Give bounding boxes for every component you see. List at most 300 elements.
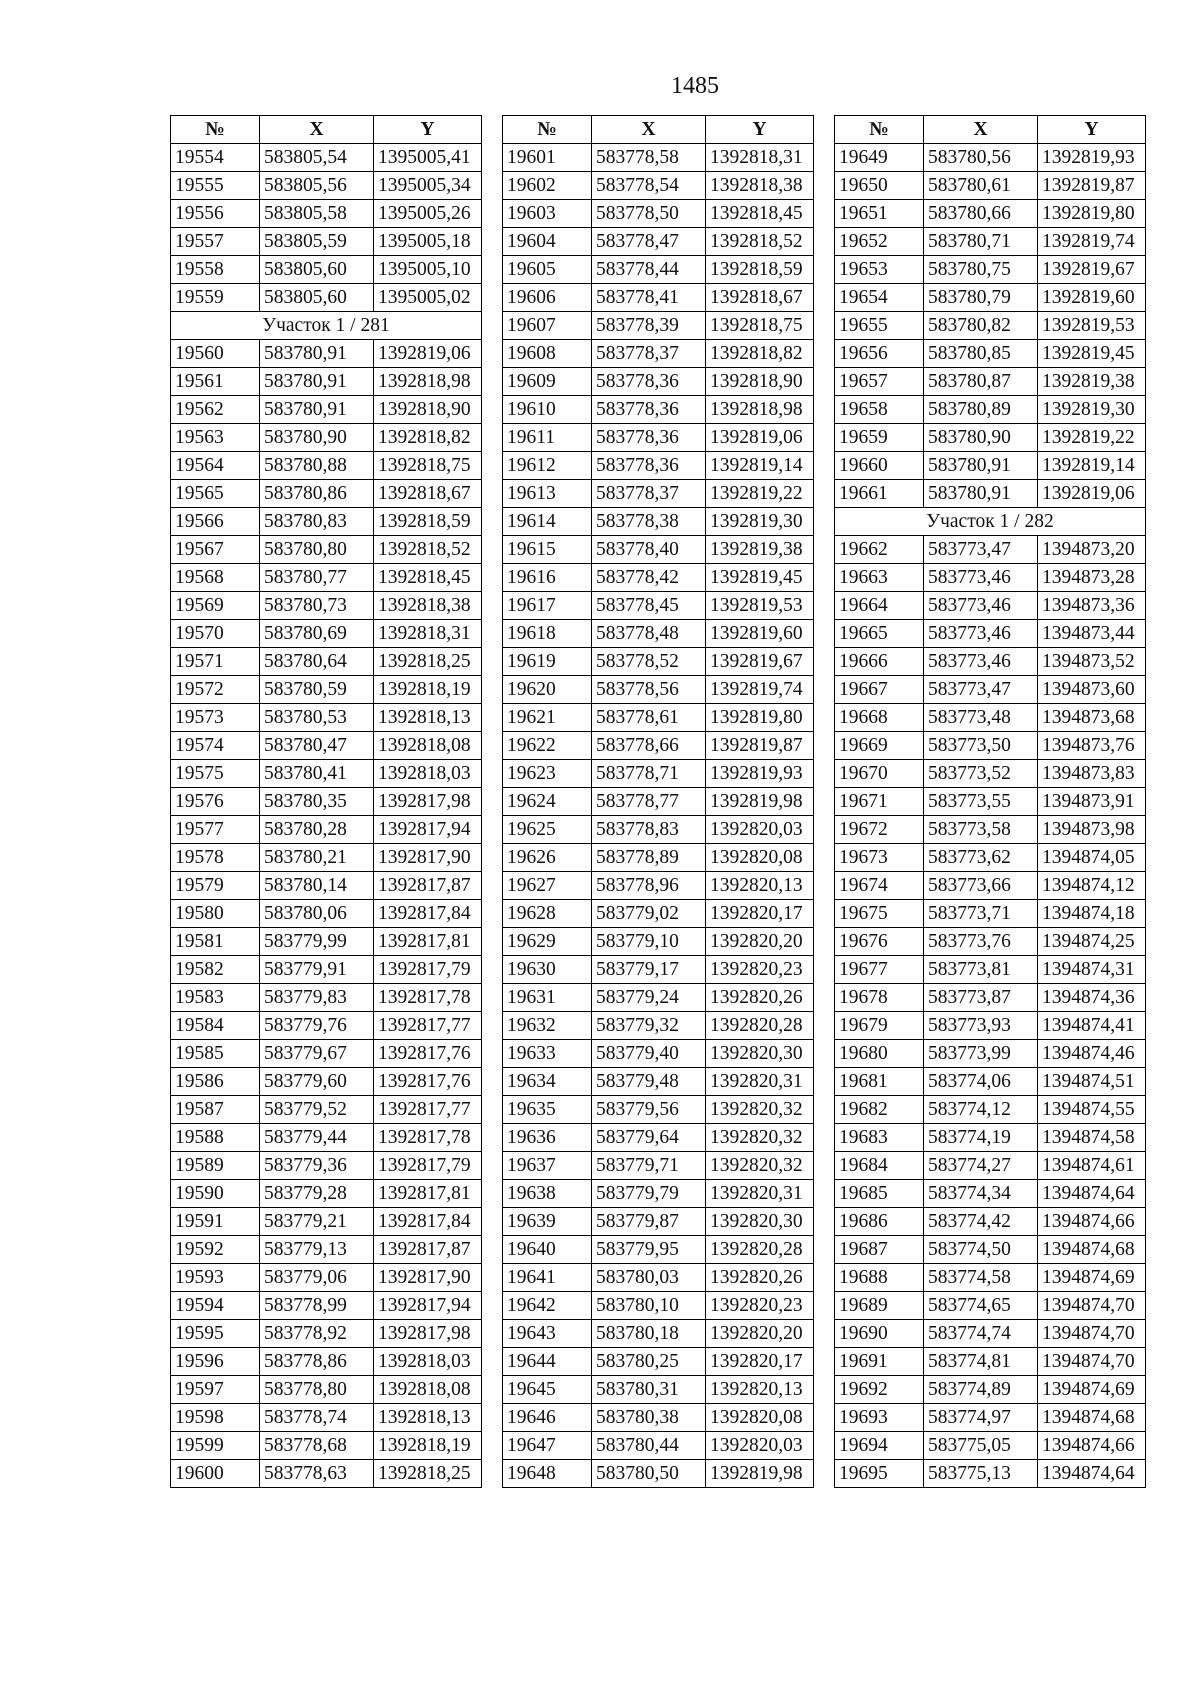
point-number-cell: 19566 — [171, 508, 260, 536]
table-row — [503, 480, 814, 508]
table-row — [835, 1208, 1146, 1236]
table-row — [171, 256, 482, 284]
y-coordinate-cell: 1394873,91 — [1038, 788, 1146, 816]
point-number-cell: 19586 — [171, 1068, 260, 1096]
x-coordinate-cell: 583778,54 — [592, 172, 706, 200]
table-row — [835, 144, 1146, 172]
y-coordinate-cell: 1394873,52 — [1038, 648, 1146, 676]
point-number-cell: 19592 — [171, 1236, 260, 1264]
y-coordinate-cell: 1392819,60 — [1038, 284, 1146, 312]
x-coordinate-cell: 583778,41 — [592, 284, 706, 312]
table-row — [503, 312, 814, 340]
y-coordinate-cell: 1392819,80 — [1038, 200, 1146, 228]
y-coordinate-cell: 1392817,98 — [374, 1320, 482, 1348]
point-number-cell: 19559 — [171, 284, 260, 312]
y-coordinate-cell: 1392819,53 — [706, 592, 814, 620]
x-coordinate-cell: 583774,74 — [924, 1320, 1038, 1348]
y-coordinate-cell: 1392819,14 — [706, 452, 814, 480]
y-coordinate-cell: 1392818,82 — [706, 340, 814, 368]
x-coordinate-cell: 583779,10 — [592, 928, 706, 956]
x-coordinate-cell: 583780,90 — [260, 424, 374, 452]
y-coordinate-cell: 1392818,90 — [374, 396, 482, 424]
point-number-cell: 19635 — [503, 1096, 592, 1124]
table-row — [503, 284, 814, 312]
table-row — [835, 1068, 1146, 1096]
y-coordinate-cell: 1392817,98 — [374, 788, 482, 816]
point-number-cell: 19563 — [171, 424, 260, 452]
y-coordinate-cell: 1395005,34 — [374, 172, 482, 200]
y-coordinate-cell: 1392817,78 — [374, 984, 482, 1012]
point-number-cell: 19595 — [171, 1320, 260, 1348]
table-row — [503, 1348, 814, 1376]
point-number-cell: 19564 — [171, 452, 260, 480]
y-coordinate-cell: 1394874,66 — [1038, 1208, 1146, 1236]
x-coordinate-cell: 583774,81 — [924, 1348, 1038, 1376]
table-row — [171, 1264, 482, 1292]
point-number-cell: 19675 — [835, 900, 924, 928]
x-coordinate-cell: 583780,03 — [592, 1264, 706, 1292]
x-coordinate-cell: 583778,48 — [592, 620, 706, 648]
header-number: № — [835, 116, 924, 144]
point-number-cell: 19665 — [835, 620, 924, 648]
table-row — [503, 1460, 814, 1488]
y-coordinate-cell: 1394874,69 — [1038, 1376, 1146, 1404]
y-coordinate-cell: 1392819,30 — [706, 508, 814, 536]
table-row — [171, 1376, 482, 1404]
y-coordinate-cell: 1392819,74 — [1038, 228, 1146, 256]
y-coordinate-cell: 1394873,98 — [1038, 816, 1146, 844]
y-coordinate-cell: 1392818,67 — [374, 480, 482, 508]
y-coordinate-cell: 1394873,68 — [1038, 704, 1146, 732]
table-row — [835, 424, 1146, 452]
table-row — [171, 200, 482, 228]
x-coordinate-cell: 583779,99 — [260, 928, 374, 956]
y-coordinate-cell: 1392819,45 — [706, 564, 814, 592]
point-number-cell: 19554 — [171, 144, 260, 172]
x-coordinate-cell: 583780,77 — [260, 564, 374, 592]
table-row — [835, 1404, 1146, 1432]
point-number-cell: 19691 — [835, 1348, 924, 1376]
point-number-cell: 19609 — [503, 368, 592, 396]
x-coordinate-cell: 583778,45 — [592, 592, 706, 620]
point-number-cell: 19688 — [835, 1264, 924, 1292]
point-number-cell: 19638 — [503, 1180, 592, 1208]
point-number-cell: 19615 — [503, 536, 592, 564]
y-coordinate-cell: 1394873,36 — [1038, 592, 1146, 620]
table-row — [835, 760, 1146, 788]
x-coordinate-cell: 583778,36 — [592, 452, 706, 480]
point-number-cell: 19557 — [171, 228, 260, 256]
x-coordinate-cell: 583780,79 — [924, 284, 1038, 312]
y-coordinate-cell: 1392818,31 — [374, 620, 482, 648]
table-row — [835, 564, 1146, 592]
point-number-cell: 19679 — [835, 1012, 924, 1040]
table-row — [835, 844, 1146, 872]
y-coordinate-cell: 1392819,53 — [1038, 312, 1146, 340]
table-row — [503, 928, 814, 956]
y-coordinate-cell: 1394874,70 — [1038, 1348, 1146, 1376]
x-coordinate-cell: 583780,47 — [260, 732, 374, 760]
table-row — [835, 676, 1146, 704]
table-row — [503, 1236, 814, 1264]
table-row — [171, 648, 482, 676]
y-coordinate-cell: 1392818,67 — [706, 284, 814, 312]
table-row — [835, 900, 1146, 928]
x-coordinate-cell: 583779,79 — [592, 1180, 706, 1208]
point-number-cell: 19649 — [835, 144, 924, 172]
table-row — [171, 284, 482, 312]
point-number-cell: 19601 — [503, 144, 592, 172]
table-row — [503, 508, 814, 536]
table-row — [171, 228, 482, 256]
table-row — [503, 1096, 814, 1124]
point-number-cell: 19628 — [503, 900, 592, 928]
point-number-cell: 19627 — [503, 872, 592, 900]
table-row — [171, 592, 482, 620]
x-coordinate-cell: 583778,80 — [260, 1376, 374, 1404]
x-coordinate-cell: 583779,91 — [260, 956, 374, 984]
table-row — [503, 816, 814, 844]
x-coordinate-cell: 583773,52 — [924, 760, 1038, 788]
y-coordinate-cell: 1392820,20 — [706, 928, 814, 956]
x-coordinate-cell: 583780,56 — [924, 144, 1038, 172]
y-coordinate-cell: 1394873,60 — [1038, 676, 1146, 704]
point-number-cell: 19671 — [835, 788, 924, 816]
table-row — [503, 900, 814, 928]
x-coordinate-cell: 583780,82 — [924, 312, 1038, 340]
x-coordinate-cell: 583780,86 — [260, 480, 374, 508]
point-number-cell: 19576 — [171, 788, 260, 816]
y-coordinate-cell: 1392817,90 — [374, 844, 482, 872]
point-number-cell: 19644 — [503, 1348, 592, 1376]
point-number-cell: 19581 — [171, 928, 260, 956]
point-number-cell: 19610 — [503, 396, 592, 424]
y-coordinate-cell: 1392820,23 — [706, 956, 814, 984]
y-coordinate-cell: 1392818,75 — [706, 312, 814, 340]
x-coordinate-cell: 583778,71 — [592, 760, 706, 788]
x-coordinate-cell: 583805,60 — [260, 284, 374, 312]
point-number-cell: 19612 — [503, 452, 592, 480]
table-row — [835, 368, 1146, 396]
x-coordinate-cell: 583780,91 — [260, 340, 374, 368]
table-body — [503, 144, 814, 1488]
x-coordinate-cell: 583780,73 — [260, 592, 374, 620]
x-coordinate-cell: 583774,58 — [924, 1264, 1038, 1292]
x-coordinate-cell: 583773,87 — [924, 984, 1038, 1012]
y-coordinate-cell: 1394873,28 — [1038, 564, 1146, 592]
table-row — [503, 396, 814, 424]
table-row — [171, 508, 482, 536]
x-coordinate-cell: 583773,46 — [924, 648, 1038, 676]
y-coordinate-cell: 1392819,06 — [706, 424, 814, 452]
point-number-cell: 19613 — [503, 480, 592, 508]
point-number-cell: 19625 — [503, 816, 592, 844]
point-number-cell: 19618 — [503, 620, 592, 648]
x-coordinate-cell: 583778,74 — [260, 1404, 374, 1432]
y-coordinate-cell: 1392818,82 — [374, 424, 482, 452]
x-coordinate-cell: 583773,48 — [924, 704, 1038, 732]
x-coordinate-cell: 583778,36 — [592, 424, 706, 452]
table-row — [835, 200, 1146, 228]
table-row — [503, 1208, 814, 1236]
y-coordinate-cell: 1395005,26 — [374, 200, 482, 228]
x-coordinate-cell: 583778,37 — [592, 480, 706, 508]
point-number-cell: 19574 — [171, 732, 260, 760]
point-number-cell: 19560 — [171, 340, 260, 368]
table-row — [835, 172, 1146, 200]
y-coordinate-cell: 1395005,10 — [374, 256, 482, 284]
table-row — [835, 396, 1146, 424]
y-coordinate-cell: 1392819,93 — [1038, 144, 1146, 172]
table-row — [835, 1180, 1146, 1208]
y-coordinate-cell: 1392819,67 — [706, 648, 814, 676]
point-number-cell: 19620 — [503, 676, 592, 704]
x-coordinate-cell: 583780,88 — [260, 452, 374, 480]
x-coordinate-cell: 583773,58 — [924, 816, 1038, 844]
point-number-cell: 19681 — [835, 1068, 924, 1096]
point-number-cell: 19580 — [171, 900, 260, 928]
table-row — [503, 704, 814, 732]
y-coordinate-cell: 1392819,93 — [706, 760, 814, 788]
x-coordinate-cell: 583774,34 — [924, 1180, 1038, 1208]
y-coordinate-cell: 1392818,45 — [706, 200, 814, 228]
table-row — [835, 1012, 1146, 1040]
table-row — [503, 620, 814, 648]
point-number-cell: 19602 — [503, 172, 592, 200]
table-row — [503, 956, 814, 984]
y-coordinate-cell: 1392820,31 — [706, 1068, 814, 1096]
y-coordinate-cell: 1392819,98 — [706, 1460, 814, 1488]
coordinates-table-1 — [170, 115, 482, 1488]
point-number-cell: 19660 — [835, 452, 924, 480]
point-number-cell: 19572 — [171, 676, 260, 704]
point-number-cell: 19608 — [503, 340, 592, 368]
table-row — [503, 1404, 814, 1432]
x-coordinate-cell: 583805,59 — [260, 228, 374, 256]
y-coordinate-cell: 1392818,03 — [374, 1348, 482, 1376]
point-number-cell: 19582 — [171, 956, 260, 984]
y-coordinate-cell: 1392819,22 — [706, 480, 814, 508]
point-number-cell: 19683 — [835, 1124, 924, 1152]
point-number-cell: 19646 — [503, 1404, 592, 1432]
header-y: Y — [374, 116, 482, 144]
table-row — [503, 1152, 814, 1180]
point-number-cell: 19631 — [503, 984, 592, 1012]
x-coordinate-cell: 583778,47 — [592, 228, 706, 256]
y-coordinate-cell: 1392818,19 — [374, 676, 482, 704]
table-row — [835, 1460, 1146, 1488]
point-number-cell: 19676 — [835, 928, 924, 956]
x-coordinate-cell: 583805,56 — [260, 172, 374, 200]
point-number-cell: 19678 — [835, 984, 924, 1012]
table-row — [835, 1236, 1146, 1264]
x-coordinate-cell: 583779,28 — [260, 1180, 374, 1208]
table-row — [171, 1236, 482, 1264]
y-coordinate-cell: 1392820,30 — [706, 1040, 814, 1068]
table-row — [835, 228, 1146, 256]
point-number-cell: 19656 — [835, 340, 924, 368]
table-row — [835, 256, 1146, 284]
section-row — [171, 312, 482, 340]
point-number-cell: 19614 — [503, 508, 592, 536]
point-number-cell: 19626 — [503, 844, 592, 872]
y-coordinate-cell: 1392817,94 — [374, 1292, 482, 1320]
x-coordinate-cell: 583780,06 — [260, 900, 374, 928]
x-coordinate-cell: 583778,39 — [592, 312, 706, 340]
table-row — [835, 956, 1146, 984]
table-row — [503, 1068, 814, 1096]
y-coordinate-cell: 1392818,13 — [374, 1404, 482, 1432]
point-number-cell: 19658 — [835, 396, 924, 424]
table-row — [835, 1152, 1146, 1180]
point-number-cell: 19694 — [835, 1432, 924, 1460]
x-coordinate-cell: 583779,52 — [260, 1096, 374, 1124]
point-number-cell: 19672 — [835, 816, 924, 844]
point-number-cell: 19598 — [171, 1404, 260, 1432]
table-row — [171, 984, 482, 1012]
x-coordinate-cell: 583780,25 — [592, 1348, 706, 1376]
point-number-cell: 19662 — [835, 536, 924, 564]
y-coordinate-cell: 1392818,13 — [374, 704, 482, 732]
table-row — [171, 1348, 482, 1376]
point-number-cell: 19663 — [835, 564, 924, 592]
y-coordinate-cell: 1392819,87 — [706, 732, 814, 760]
header-x: X — [924, 116, 1038, 144]
x-coordinate-cell: 583778,89 — [592, 844, 706, 872]
table-row — [503, 1124, 814, 1152]
table-row — [835, 312, 1146, 340]
y-coordinate-cell: 1392818,98 — [706, 396, 814, 424]
x-coordinate-cell: 583778,58 — [592, 144, 706, 172]
x-coordinate-cell: 583780,64 — [260, 648, 374, 676]
table-row — [503, 788, 814, 816]
header-y: Y — [706, 116, 814, 144]
y-coordinate-cell: 1392817,81 — [374, 928, 482, 956]
table-row — [835, 984, 1146, 1012]
table-row — [171, 704, 482, 732]
header-x: X — [260, 116, 374, 144]
point-number-cell: 19600 — [171, 1460, 260, 1488]
x-coordinate-cell: 583778,92 — [260, 1320, 374, 1348]
x-coordinate-cell: 583778,38 — [592, 508, 706, 536]
y-coordinate-cell: 1392818,59 — [706, 256, 814, 284]
x-coordinate-cell: 583780,44 — [592, 1432, 706, 1460]
x-coordinate-cell: 583780,28 — [260, 816, 374, 844]
y-coordinate-cell: 1394874,31 — [1038, 956, 1146, 984]
table-row — [835, 928, 1146, 956]
x-coordinate-cell: 583780,87 — [924, 368, 1038, 396]
point-number-cell: 19611 — [503, 424, 592, 452]
table-row — [171, 144, 482, 172]
table-row — [503, 872, 814, 900]
y-coordinate-cell: 1392820,32 — [706, 1124, 814, 1152]
x-coordinate-cell: 583778,77 — [592, 788, 706, 816]
table-row — [171, 1432, 482, 1460]
point-number-cell: 19664 — [835, 592, 924, 620]
point-number-cell: 19680 — [835, 1040, 924, 1068]
table-row — [171, 676, 482, 704]
y-coordinate-cell: 1392819,14 — [1038, 452, 1146, 480]
x-coordinate-cell: 583775,05 — [924, 1432, 1038, 1460]
y-coordinate-cell: 1392818,19 — [374, 1432, 482, 1460]
table-row — [503, 1040, 814, 1068]
table-row — [503, 536, 814, 564]
x-coordinate-cell: 583778,42 — [592, 564, 706, 592]
x-coordinate-cell: 583773,47 — [924, 676, 1038, 704]
point-number-cell: 19579 — [171, 872, 260, 900]
point-number-cell: 19640 — [503, 1236, 592, 1264]
x-coordinate-cell: 583774,50 — [924, 1236, 1038, 1264]
point-number-cell: 19687 — [835, 1236, 924, 1264]
table-row — [171, 1208, 482, 1236]
y-coordinate-cell: 1392819,60 — [706, 620, 814, 648]
point-number-cell: 19677 — [835, 956, 924, 984]
point-number-cell: 19689 — [835, 1292, 924, 1320]
point-number-cell: 19690 — [835, 1320, 924, 1348]
y-coordinate-cell: 1394874,70 — [1038, 1292, 1146, 1320]
table-row — [503, 760, 814, 788]
table-row — [503, 984, 814, 1012]
point-number-cell: 19654 — [835, 284, 924, 312]
table-row — [171, 1012, 482, 1040]
table-header-row — [835, 116, 1146, 144]
x-coordinate-cell: 583778,66 — [592, 732, 706, 760]
table-body — [171, 144, 482, 1488]
table-row — [171, 956, 482, 984]
x-coordinate-cell: 583773,46 — [924, 592, 1038, 620]
x-coordinate-cell: 583778,52 — [592, 648, 706, 676]
point-number-cell: 19617 — [503, 592, 592, 620]
x-coordinate-cell: 583774,27 — [924, 1152, 1038, 1180]
table-row — [171, 1152, 482, 1180]
y-coordinate-cell: 1392819,80 — [706, 704, 814, 732]
point-number-cell: 19643 — [503, 1320, 592, 1348]
y-coordinate-cell: 1394874,25 — [1038, 928, 1146, 956]
table-header-row — [503, 116, 814, 144]
x-coordinate-cell: 583778,50 — [592, 200, 706, 228]
y-coordinate-cell: 1392817,79 — [374, 1152, 482, 1180]
table-row — [835, 1292, 1146, 1320]
x-coordinate-cell: 583805,58 — [260, 200, 374, 228]
y-coordinate-cell: 1394873,20 — [1038, 536, 1146, 564]
point-number-cell: 19650 — [835, 172, 924, 200]
x-coordinate-cell: 583780,31 — [592, 1376, 706, 1404]
y-coordinate-cell: 1392818,90 — [706, 368, 814, 396]
y-coordinate-cell: 1394874,46 — [1038, 1040, 1146, 1068]
point-number-cell: 19636 — [503, 1124, 592, 1152]
y-coordinate-cell: 1394874,55 — [1038, 1096, 1146, 1124]
table-row — [835, 648, 1146, 676]
table-row — [171, 1180, 482, 1208]
y-coordinate-cell: 1392820,32 — [706, 1152, 814, 1180]
y-coordinate-cell: 1392818,98 — [374, 368, 482, 396]
point-number-cell: 19578 — [171, 844, 260, 872]
table-row — [835, 704, 1146, 732]
y-coordinate-cell: 1392818,52 — [374, 536, 482, 564]
x-coordinate-cell: 583780,75 — [924, 256, 1038, 284]
x-coordinate-cell: 583780,91 — [260, 368, 374, 396]
y-coordinate-cell: 1394874,12 — [1038, 872, 1146, 900]
point-number-cell: 19692 — [835, 1376, 924, 1404]
point-number-cell: 19565 — [171, 480, 260, 508]
table-row — [503, 144, 814, 172]
point-number-cell: 19556 — [171, 200, 260, 228]
table-row — [835, 1124, 1146, 1152]
x-coordinate-cell: 583773,46 — [924, 564, 1038, 592]
point-number-cell: 19648 — [503, 1460, 592, 1488]
y-coordinate-cell: 1392817,94 — [374, 816, 482, 844]
point-number-cell: 19596 — [171, 1348, 260, 1376]
